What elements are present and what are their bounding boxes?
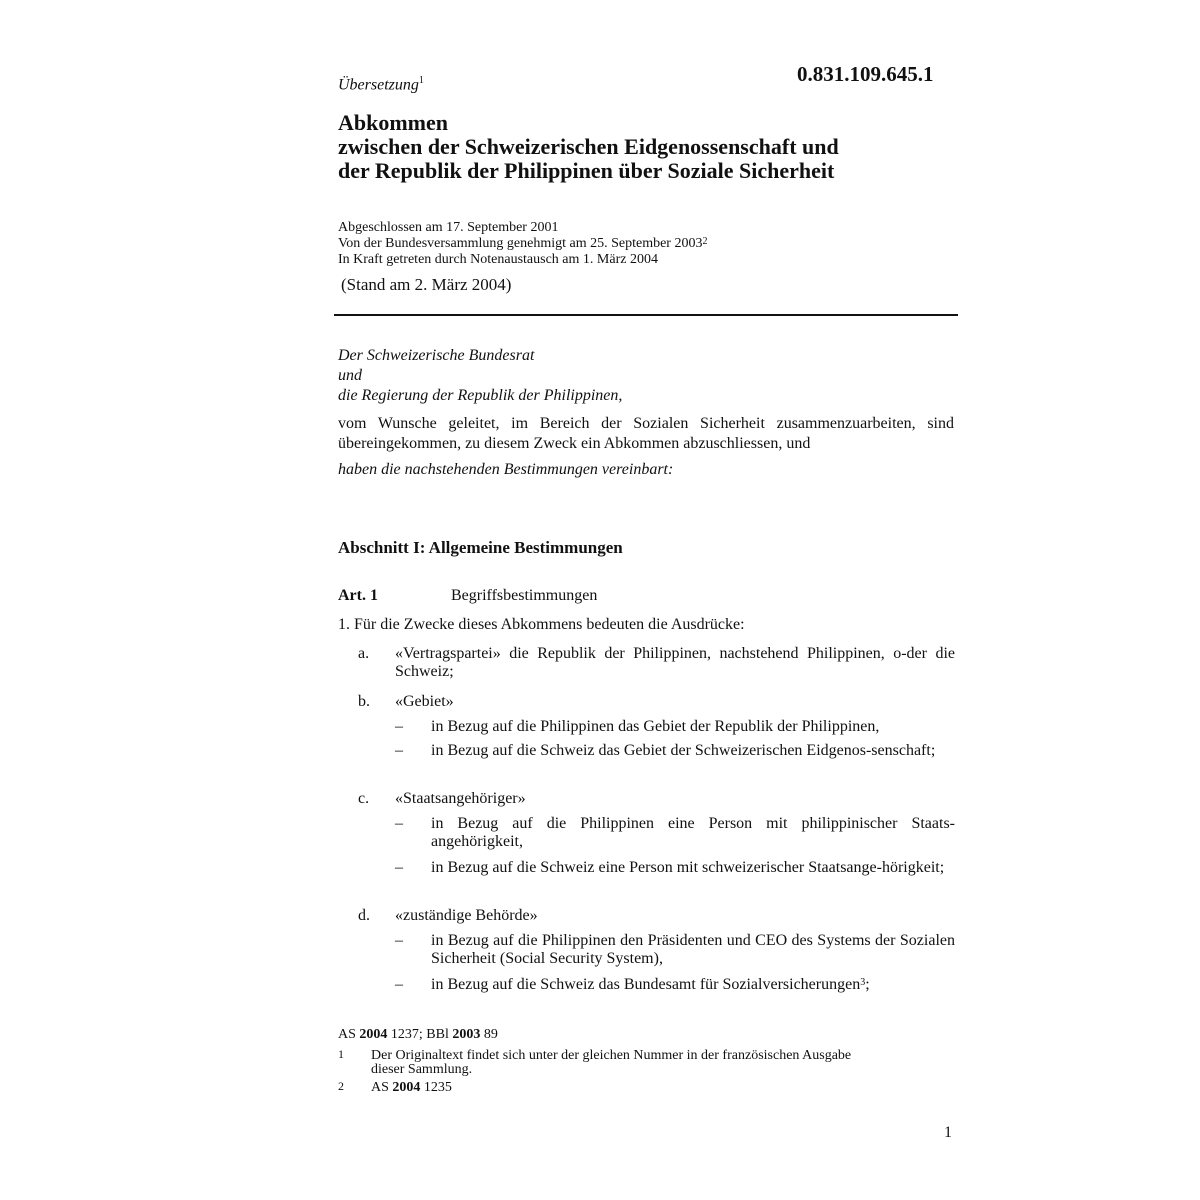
item-d-sub-2-end: ; bbox=[865, 976, 870, 993]
title-line-2: zwischen der Schweizerischen Eidgenossenschaft und bbox=[338, 134, 839, 159]
footnote-2-prefix: AS bbox=[371, 1080, 393, 1095]
source-reference bbox=[338, 1027, 498, 1043]
meta-concluded: Abgeschlossen am 17. September 2001 bbox=[338, 220, 559, 235]
sr-number: 0.831.109.645.1 bbox=[797, 62, 934, 86]
item-a-text: «Vertragspartei» die Republik der Philippinen, nachstehend Philippinen, o-der die Schweiz; bbox=[395, 645, 955, 680]
footnote-2-year: 2004 bbox=[392, 1080, 421, 1095]
footnote-ref-1[interactable]: 1 bbox=[418, 75, 424, 86]
item-c-sub-2: in Bezug auf die Schweiz eine Person mit schweizerischer Staatsange-hörigkeit; bbox=[431, 859, 945, 876]
item-c-text: «Staatsangehöriger» bbox=[395, 790, 526, 807]
source-as-prefix: AS bbox=[338, 1027, 360, 1042]
meta-approved-line bbox=[338, 236, 707, 252]
paragraph-intro: 1. Für die Zwecke dieses Abkommens bedeuten die Ausdrücke: bbox=[338, 616, 745, 633]
footnote-2-text bbox=[371, 1081, 452, 1095]
article-label: Art. 1 bbox=[338, 587, 378, 604]
source-bbl-page: 89 bbox=[480, 1027, 498, 1042]
page-number: 1 bbox=[944, 1124, 952, 1141]
item-d-sub-1: in Bezug auf die Philippinen den Präsidenten und CEO des Systems der Sozialen Sicherheit (Social Security System), bbox=[431, 932, 955, 967]
item-d-text: «zuständige Behörde» bbox=[395, 907, 538, 924]
footnote-2-number: 2 bbox=[338, 1079, 344, 1093]
meta-in-force: In Kraft getreten durch Notenaustausch am 1. März 2004 bbox=[338, 252, 658, 267]
item-c-dash-1: – bbox=[395, 815, 403, 832]
title-line-1: Abkommen bbox=[338, 110, 449, 135]
item-d-marker: d. bbox=[358, 907, 370, 924]
footnote-ref-3[interactable]: 3 bbox=[860, 977, 866, 988]
translation-label-text: Übersetzung bbox=[338, 76, 419, 94]
item-b-marker: b. bbox=[358, 693, 370, 710]
title-line-3: der Republik der Philippinen über Soziale Sicherheit bbox=[338, 158, 835, 183]
item-a-marker: a. bbox=[358, 645, 370, 662]
source-as-page: 1237; BBl bbox=[387, 1027, 453, 1042]
item-b-text: «Gebiet» bbox=[395, 693, 454, 710]
party-1: Der Schweizerische Bundesrat bbox=[338, 347, 535, 364]
item-b-sub-2: in Bezug auf die Schweiz das Gebiet der Schweizerischen Eidgenos-senschaft; bbox=[431, 742, 936, 759]
footnote-1-line-2: dieser Sammlung. bbox=[371, 1062, 473, 1077]
footnote-1-line-1: Der Originaltext findet sich unter der gleichen Nummer in der französischen Ausgabe bbox=[371, 1048, 852, 1063]
item-b-dash-2: – bbox=[395, 742, 403, 759]
header-divider bbox=[334, 314, 958, 316]
item-c-dash-2: – bbox=[395, 859, 403, 876]
item-d-dash-2: – bbox=[395, 976, 403, 993]
footnote-1-text bbox=[371, 1049, 931, 1077]
item-d-dash-1: – bbox=[395, 932, 403, 949]
preamble-text: vom Wunsche geleitet, im Bereich der Sozialen Sicherheit zusammenzuarbeiten, sind übereingekommen, zu diesem Zweck ein Abkommen abzuschliessen, und bbox=[338, 415, 954, 452]
section-heading: Abschnitt I: Allgemeine Bestimmungen bbox=[338, 538, 623, 557]
translation-label bbox=[338, 75, 424, 94]
contracting-parties bbox=[338, 346, 622, 406]
status-date: (Stand am 2. März 2004) bbox=[341, 275, 512, 294]
source-as-year: 2004 bbox=[359, 1027, 388, 1042]
item-d-sub-2 bbox=[431, 976, 955, 994]
document-meta bbox=[338, 220, 707, 268]
footnote-1-number: 1 bbox=[338, 1047, 344, 1061]
footnote-2-page: 1235 bbox=[420, 1080, 452, 1095]
document-title bbox=[338, 111, 839, 183]
preamble-closing: haben die nachstehenden Bestimmungen vereinbart: bbox=[338, 461, 674, 478]
item-c-marker: c. bbox=[358, 790, 370, 807]
item-b-dash-1: – bbox=[395, 718, 403, 735]
meta-approved: Von der Bundesversammlung genehmigt am 25. September 2003 bbox=[338, 236, 703, 251]
item-d-sub-2-text: in Bezug auf die Schweiz das Bundesamt für Sozialversicherungen bbox=[431, 976, 861, 993]
article-title: Begriffsbestimmungen bbox=[451, 587, 598, 604]
item-c-sub-1: in Bezug auf die Philippinen eine Person mit philippinischer Staats-angehörigkeit, bbox=[431, 815, 955, 850]
footnote-ref-2[interactable]: 2 bbox=[702, 236, 708, 247]
party-and: und bbox=[338, 367, 362, 384]
item-b-sub-1: in Bezug auf die Philippinen das Gebiet der Republik der Philippinen, bbox=[431, 718, 880, 735]
party-2: die Regierung der Republik der Philippinen, bbox=[338, 387, 623, 404]
source-bbl-year: 2003 bbox=[452, 1027, 481, 1042]
